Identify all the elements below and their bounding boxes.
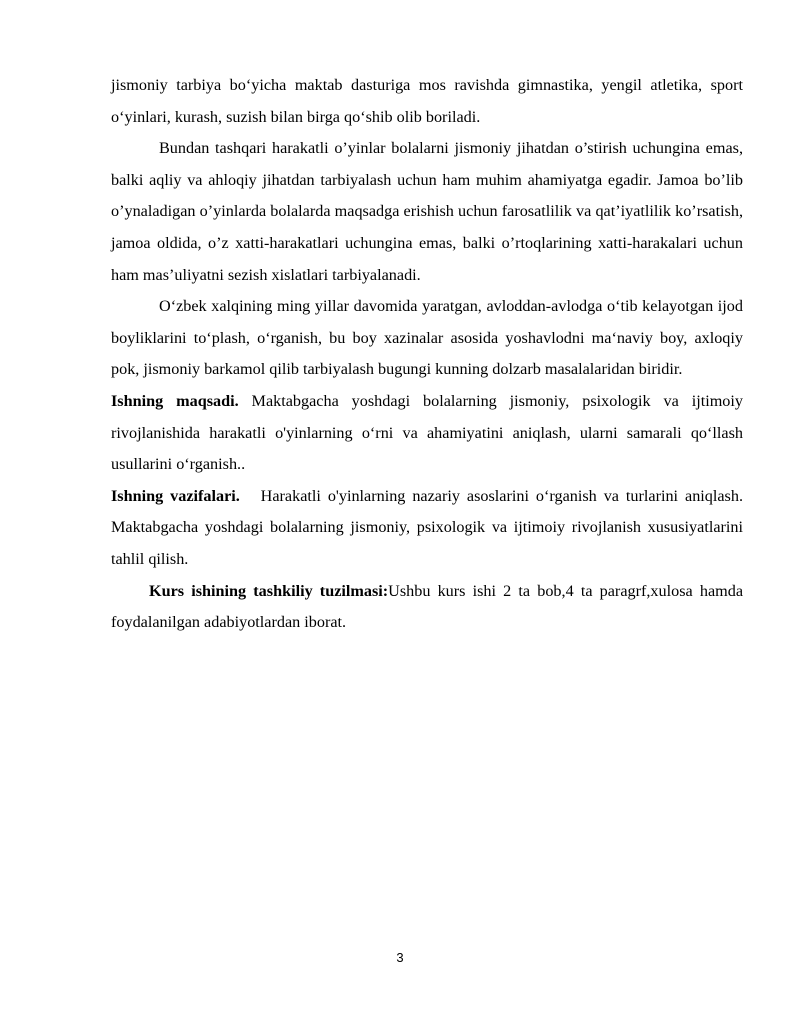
page-number: 3 <box>396 950 404 965</box>
document-body <box>111 70 748 639</box>
tasks-text: Harakatli o'yinlarning nazariy asoslarini o‘rganish va turlarini aniqlash. Maktabgacha yoshdagi bolalarning jismoniy, psixologik va ijtimoiy rivojlanish xususiyatlarini tahlil qilish. <box>111 486 748 568</box>
tasks-heading: Ishning vazifalari. <box>111 486 240 505</box>
goal-text: Maktabgacha yoshdagi bolalarning jismoniy, psixologik va ijtimoiy rivojlanishida harakatli o'yinlarning o‘rni va ahamiyatini aniqlash, ularni samarali qo‘llash usullarini o‘rganish.. <box>111 391 743 474</box>
tasks-paragraph <box>111 481 748 576</box>
goal-heading: Ishning maqsadi. <box>111 391 239 410</box>
paragraph-1: jismoniy tarbiya bo‘yicha maktab dasturiga mos ravishda gimnastika, yengil atletika, sport o‘yinlari, kurash, suzish bilan birga qo‘shib olib boriladi. <box>111 76 743 126</box>
structure-paragraph <box>111 576 743 639</box>
paragraph-3: O‘zbek xalqining ming yillar davomida yaratgan, avloddan-avlodga o‘tib kelayotgan ijod boyliklarini to‘plash, o‘rganish, bu boy xazinalar asosida yoshavlodni ma‘naviy boy, axloqiy pok, jismoniy barkamol qilib tarbiyalash bugungi kunning dolzarb masalalaridan biridir. <box>111 297 743 379</box>
structure-heading: Kurs ishining tashkiliy tuzilmasi: <box>149 581 389 600</box>
paragraph-2: Bundan tashqari harakatli o’yinlar bolalarni jismoniy jihatdan o’stirish uchungina emas, balki aqliy va ahloqiy jihatdan tarbiyalash uchun ham muhim ahamiyatga egadir. Jamoa bo’lib o’ynaladigan o’yinlarda bolalarda maqsadga erishish uchun farosatlilik va qat’iyatlilik ko’rsatish, jamoa oldida, o’z xatti-harakatlari uchungina emas, balki o’rtoqlarining xatti-harakalari uchun ham mas’uliyatni sezish xislatlari tarbiyalanadi. <box>111 139 743 284</box>
goal-paragraph <box>111 386 743 481</box>
structure-text: Ushbu kurs ishi 2 ta bob,4 ta paragrf,xulosa hamda foydalanilgan adabiyotlardan iborat. <box>111 581 743 632</box>
